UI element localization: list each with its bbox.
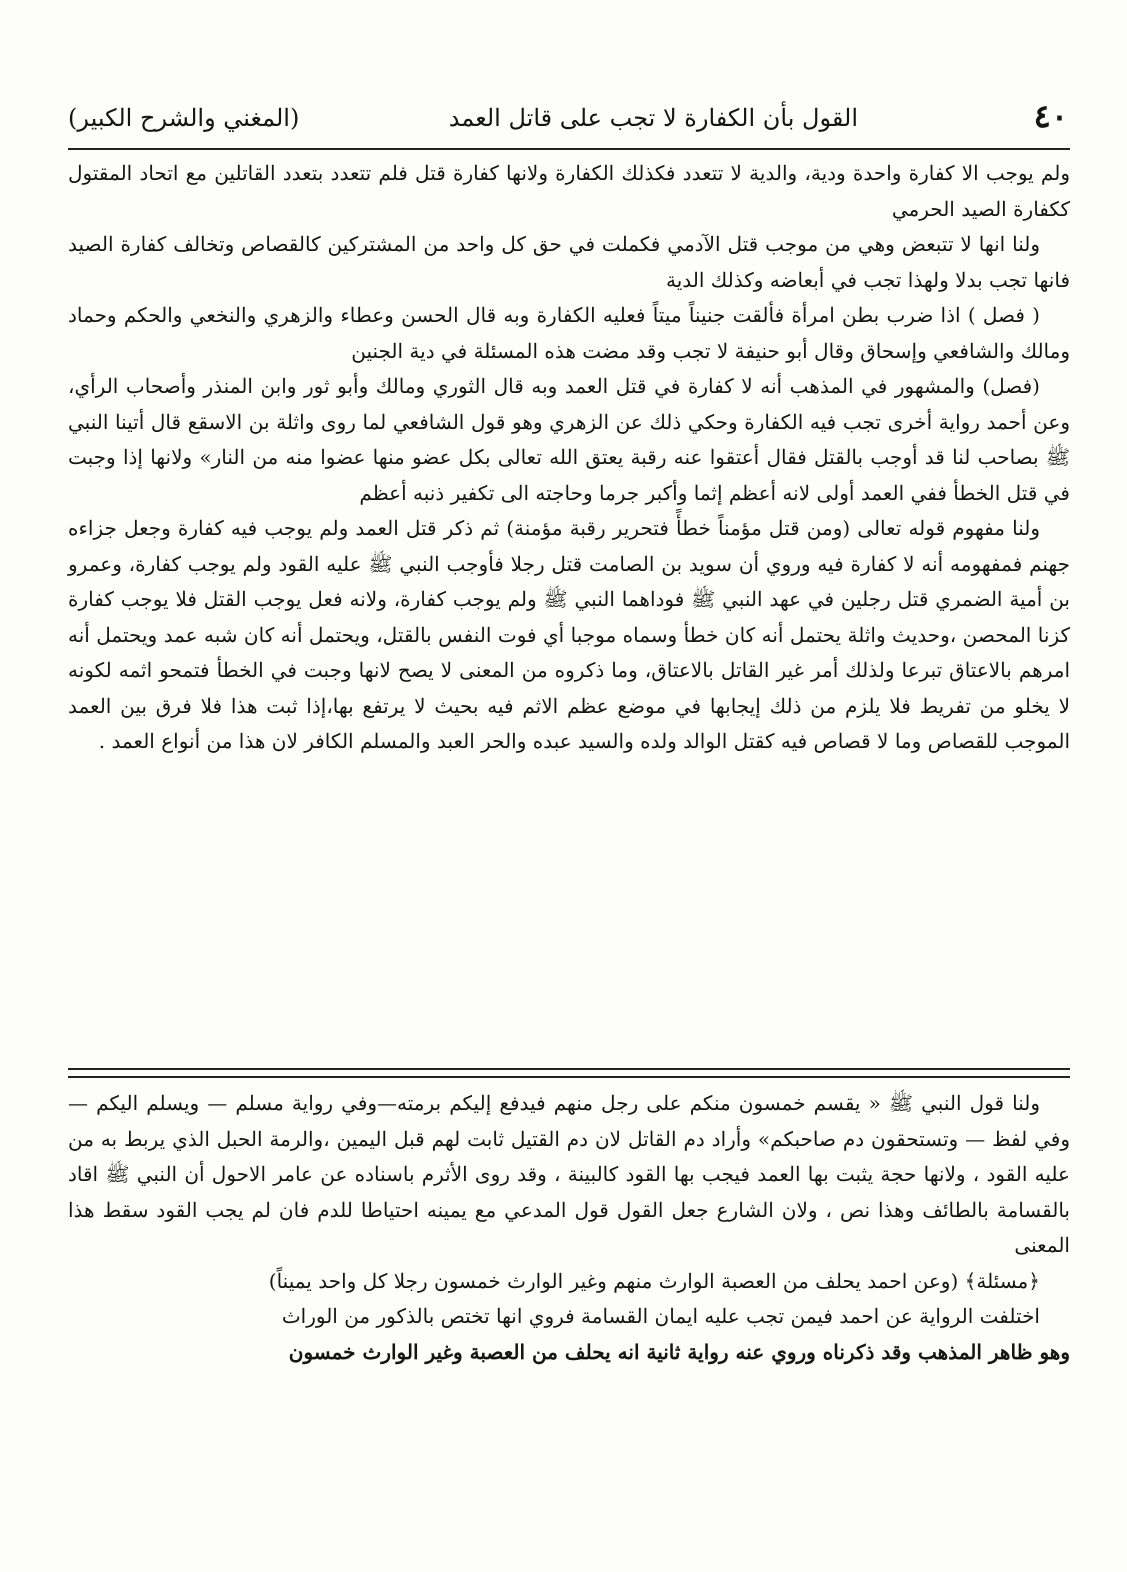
header-divider xyxy=(68,148,1070,150)
paragraph: اختلفت الرواية عن احمد فيمن تجب عليه ايمان القسامة فروي انها تختص بالذكور من الوراث xyxy=(281,1304,1040,1328)
issue-heading: ﴿مسئلة﴾ (وعن احمد يحلف من العصبة الوارث منهم وغير الوارث خمسون رجلا كل واحد يميناً) xyxy=(268,1268,1040,1293)
running-title: القول بأن الكفارة لا تجب على قاتل العمد xyxy=(448,104,858,132)
paragraph: ولنا مفهوم قوله تعالى (ومن قتل مؤمناً خطأً فتحرير رقبة مؤمنة) ثم ذكر قتل العمد ولم يوجب فيه كفارة وجعل جزاءه جهنم فمفهومه أنه لا كفارة فيه وروي أن سويد بن الصامت قتل رجلا فأوجب النبي ﷺ عليه القود ولم يوجب كفارة، وعمرو بن أمية الضمري قتل رجلين في عهد النبي ﷺ فوداهما النبي ﷺ ولم يوجب كفارة، ولانه فعل يوجب القتل فلا يوجب كفارة كزنا المحصن ،وحديث واثلة يحتمل أنه كان خطأ وسماه موجبا أي فوت النفس بالقتل، ويحتمل أنه كان شبه عمد ويحتمل أنه امرهم بالاعتاق تبرعا ولذلك أمر غير القاتل بالاعتاق، وما ذكروه من المعنى لا يصح لانها وجبت في الخطأ فتمحو اثمه لكونه لا يخلو من تفريط فلا يلزم من ذلك إيجابها في موضع عظم الاثم فيه بحيث لا يرتفع بها،إذا ثبت هذا فلا فرق بين العمد الموجب للقصاص وما لا قصاص فيه كقتل الوالد ولده والسيد عبده والحر العبد والمسلم الكافر لان هذا من أنواع العمد . xyxy=(68,516,1070,753)
paragraph: ولم يوجب الا كفارة واحدة ودية، والدية لا تتعدد فكذلك الكفارة ولانها كفارة قتل فلم تتعدد بتعدد القاتلين مع اتحاد المقتول ككفارة الصيد الحرمي xyxy=(68,161,1070,221)
paragraph: ولنا انها لا تتبعض وهي من موجب قتل الآدمي فكملت في حق كل واحد من المشتركين كالقصاص وتخالف كفارة الصيد فانها تجب بدلا ولهذا تجب في أبعاضه وكذلك الدية xyxy=(68,232,1070,292)
book-title: (المغني والشرح الكبير) xyxy=(68,104,300,132)
section-paragraph: ( فصل ) اذا ضرب بطن امرأة فألقت جنيناً ميتاً فعليه الكفارة وبه قال الحسن وعطاء والزهري والنخعي والحكم وحماد ومالك والشافعي وإسحاق وقال أبو حنيفة لا تجب وقد مضت هذه المسئلة في دية الجنين xyxy=(68,303,1070,363)
page-header xyxy=(68,96,1068,144)
final-line: وهو ظاهر المذهب وقد ذكرناه وروي عنه رواية ثانية انه يحلف من العصبة وغير الوارث خمسون xyxy=(288,1339,1070,1364)
section-paragraph: (فصل) والمشهور في المذهب أنه لا كفارة في قتل العمد وبه قال الثوري ومالك وأبو ثور وابن المنذر وأصحاب الرأي، وعن أحمد رواية أخرى تجب فيه الكفارة وحكي ذلك عن الزهري وهو قول الشافعي لما روى واثلة بن الاسقع قال أتينا النبي ﷺ بصاحب لنا قد أوجب بالقتل فقال أعتقوا عنه رقبة يعتق الله تعالى بكل عضو منها عضوا منه من النار» ولانها إذا وجبت في قتل الخطأ ففي العمد أولى لانه أعظم إثما وأكبر جرما وحاجته الى تكفير ذنبه أعظم xyxy=(68,374,1070,505)
page-number: ٤٠ xyxy=(1033,97,1068,135)
paragraph: ولنا قول النبي ﷺ « يقسم خمسون منكم على رجل منهم فيدفع إليكم برمته—وفي رواية مسلم — ويسلم اليكم — وفي لفظ — وتستحقون دم صاحبكم» وأراد دم القاتل لان دم القتيل ثابت لهم قبل اليمين ،والرمة الحبل الذي يربط به من عليه القود ، ولانها حجة يثبت بها العمد فيجب بها القود كالبينة ، وقد روى الأثرم باسناده عن عامر الاحول أن النبي ﷺ اقاد بالقسامة بالطائف وهذا نص ، ولان الشارع جعل القول قول المدعي مع يمينه احتياطا للدم فان لم يجب القود سقط هذا المعنى xyxy=(68,1091,1070,1257)
commentary-text xyxy=(68,1086,1070,1370)
main-text xyxy=(68,156,1070,760)
section-divider xyxy=(68,1068,1070,1078)
